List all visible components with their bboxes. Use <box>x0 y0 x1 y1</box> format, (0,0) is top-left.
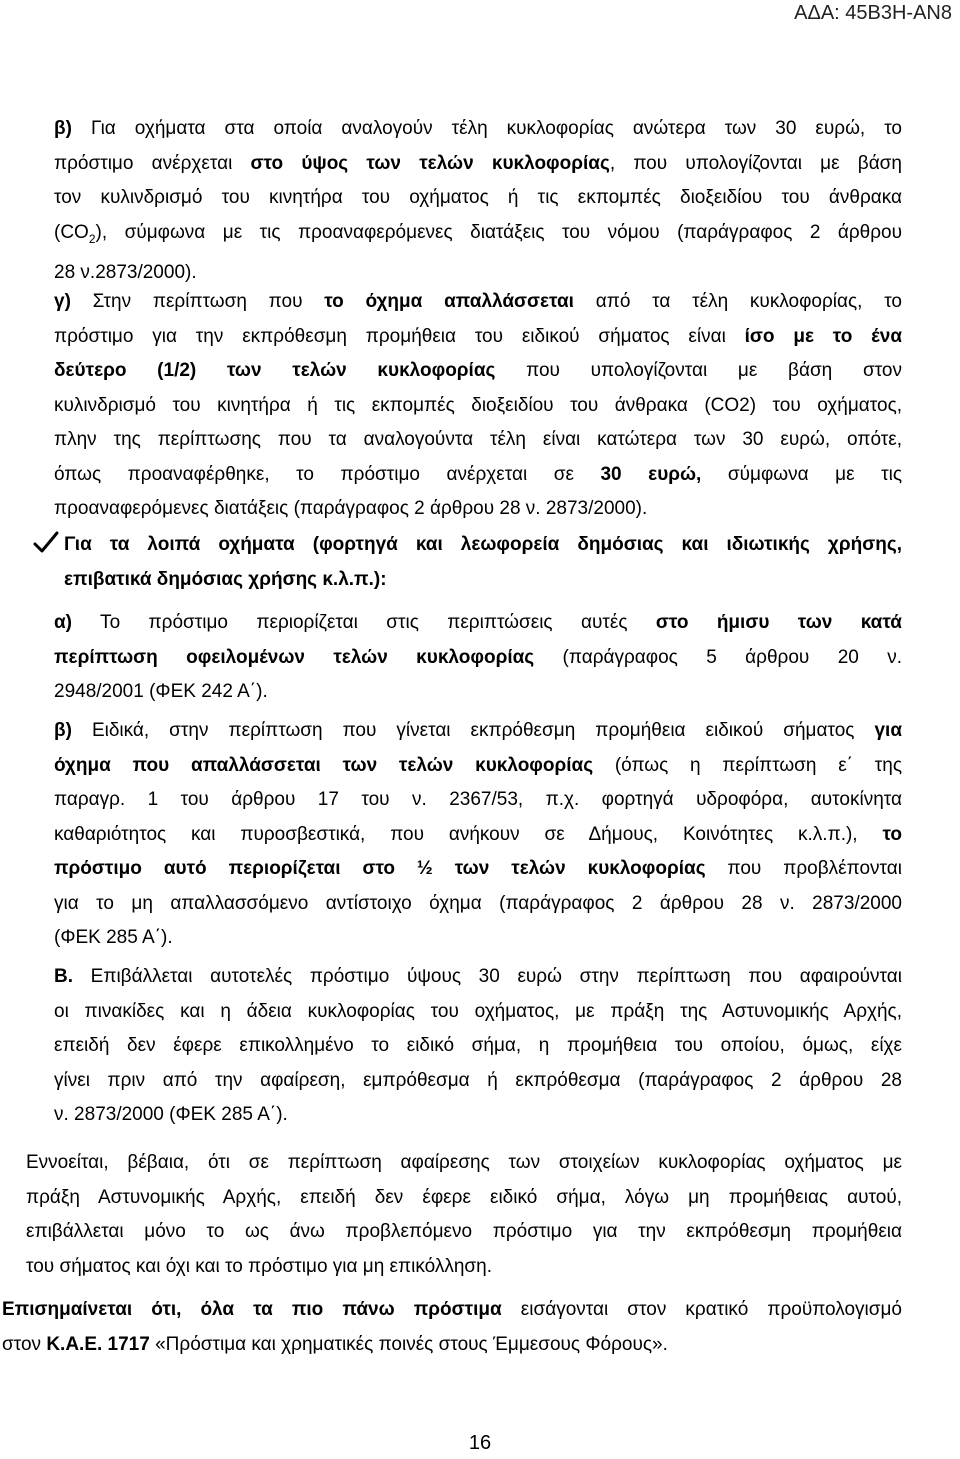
text-line: του σήματος και όχι και το πρόστιμο για μη επικόλληση. <box>26 1255 492 1277</box>
text-line: πράξη Αστυνομικής Αρχής, επειδή δεν έφερε ειδικό σήμα, λόγω μη προμήθειας αυτού, <box>26 1186 902 1208</box>
bullet-other-vehicles-heading <box>64 528 902 597</box>
page-number: 16 <box>468 1432 492 1454</box>
text-line: (ΦΕΚ 285 Α΄). <box>54 927 173 948</box>
text-line: στον Κ.Α.Ε. 1717 «Πρόστιμα και χρηματικές ποινές στους Έμμεσους Φόρους». <box>2 1333 668 1355</box>
text-line: επιβατικά δημόσιας χρήσης κ.λ.π.): <box>64 568 387 590</box>
check-icon <box>32 530 60 556</box>
text-line: όχημα που απαλλάσσεται των τελών κυκλοφορίας (όπως η περίπτωση ε΄ της <box>54 754 902 776</box>
document-ada-id: ΑΔΑ: 45Β3Η-ΑΝ8 <box>794 2 952 24</box>
text-line: οι πινακίδες και η άδεια κυκλοφορίας του οχήματος, με πράξη της Αστυνομικής Αρχής, <box>54 1000 902 1022</box>
text-line: παραγρ. 1 του άρθρου 17 του ν. 2367/53, π.χ. φορτηγά υδροφόρα, αυτοκίνητα <box>54 789 902 810</box>
text-line: γίνει πριν από την αφαίρεση, εμπρόθεσμα ή εκπρόθεσμα (παράγραφος 2 άρθρου 28 <box>54 1069 902 1091</box>
paragraph-budget-note <box>2 1293 902 1362</box>
text-line: πρόστιμο για την εκπρόθεσμη προμήθεια του ειδικού σήματος είναι ίσο με το ένα <box>54 325 902 347</box>
text-line: β) Για οχήματα στα οποία αναλογούν τέλη κυκλοφορίας ανώτερα των 30 ευρώ, το <box>54 118 902 139</box>
text-line: πρόστιμο ανέρχεται στο ύψος των τελών κυκλοφορίας, που υπολογίζονται με βάση <box>54 152 902 174</box>
text-line: επιβάλλεται μόνο το ως άνω προβλεπόμενο πρόστιμο για την εκπρόθεσμη προμήθεια <box>26 1221 902 1242</box>
text-line: β) Ειδικά, στην περίπτωση που γίνεται εκπρόθεσμη προμήθεια ειδικού σήματος για <box>54 720 902 741</box>
paragraph-B-plates-removal <box>54 960 902 1133</box>
text-line: Για τα λοιπά οχήματα (φορτηγά και λεωφορεία δημόσιας και ιδιωτικής χρήσης, <box>64 534 902 555</box>
text-line: Επισημαίνεται ότι, όλα τα πιο πάνω πρόστιμα εισάγονται στον κρατικό προϋπολογισμό <box>2 1299 902 1320</box>
paragraph-alpha-half-fee <box>54 606 902 710</box>
text-line: καθαριότητος και πυροσβεστικά, που ανήκουν σε Δήμους, Κοινότητες κ.λ.π.), το <box>54 823 902 845</box>
paragraph-beta-small-vehicles <box>54 112 902 290</box>
text-line: 2948/2001 (ΦΕΚ 242 Α΄). <box>54 681 268 702</box>
text-line: κυλινδρισμό του κινητήρα ή τις εκπομπές διοξειδίου του άνθρακα (CO2) του οχήματος, <box>54 394 902 416</box>
text-line: τον κυλινδρισμό του κινητήρα του οχήματος ή τις εκπομπές διοξειδίου του άνθρακα <box>54 187 902 208</box>
text-line: πλην της περίπτωσης που τα αναλογούντα τέλη είναι κατώτερα των 30 ευρώ, οπότε, <box>54 429 902 450</box>
paragraph-gamma-exempt-vehicle <box>54 285 902 527</box>
text-line: ν. 2873/2000 (ΦΕΚ 285 Α΄). <box>54 1104 288 1125</box>
text-line: Β. Επιβάλλεται αυτοτελές πρόστιμο ύψους 30 ευρώ στην περίπτωση που αφαιρούνται <box>54 966 902 987</box>
text-line: α) Το πρόστιμο περιορίζεται στις περιπτώσεις αυτές στο ήμισυ των κατά <box>54 612 902 633</box>
paragraph-clarification <box>26 1146 902 1284</box>
paragraph-beta-exempt-special-vehicles <box>54 714 902 956</box>
text-line: πρόστιμο αυτό περιορίζεται στο ½ των τελών κυκλοφορίας που προβλέπονται <box>54 858 902 879</box>
text-line: όπως προαναφέρθηκε, το πρόστιμο ανέρχεται σε 30 ευρώ, σύμφωνα με τις <box>54 463 903 485</box>
text-line: Εννοείται, βέβαια, ότι σε περίπτωση αφαίρεσης των στοιχείων κυκλοφορίας οχήματος με <box>26 1152 902 1173</box>
text-line: επειδή δεν έφερε επικολλημένο το ειδικό σήμα, η προμήθεια του οποίου, όμως, είχε <box>54 1035 902 1056</box>
text-line: προαναφερόμενες διατάξεις (παράγραφος 2 άρθρου 28 ν. 2873/2000). <box>54 498 648 519</box>
text-line: δεύτερο (1/2) των τελών κυκλοφορίας που υπολογίζονται με βάση στον <box>54 360 902 381</box>
text-line: γ) Στην περίπτωση που το όχημα απαλλάσσεται από τα τέλη κυκλοφορίας, το <box>54 291 902 312</box>
text-line: 28 ν.2873/2000). <box>54 261 197 283</box>
text-line: $(CO_2)$, σύμφωνα με τις προαναφερόμενες διατάξεις του νόμου (παράγραφος 2 άρθρου <box>54 221 902 246</box>
text-line: περίπτωση οφειλομένων τελών κυκλοφορίας (παράγραφος 5 άρθρου 20 ν. <box>54 646 902 668</box>
text-line: για το μη απαλλασσόμενο αντίστοιχο όχημα (παράγραφος 2 άρθρου 28 ν. 2873/2000 <box>54 892 902 914</box>
